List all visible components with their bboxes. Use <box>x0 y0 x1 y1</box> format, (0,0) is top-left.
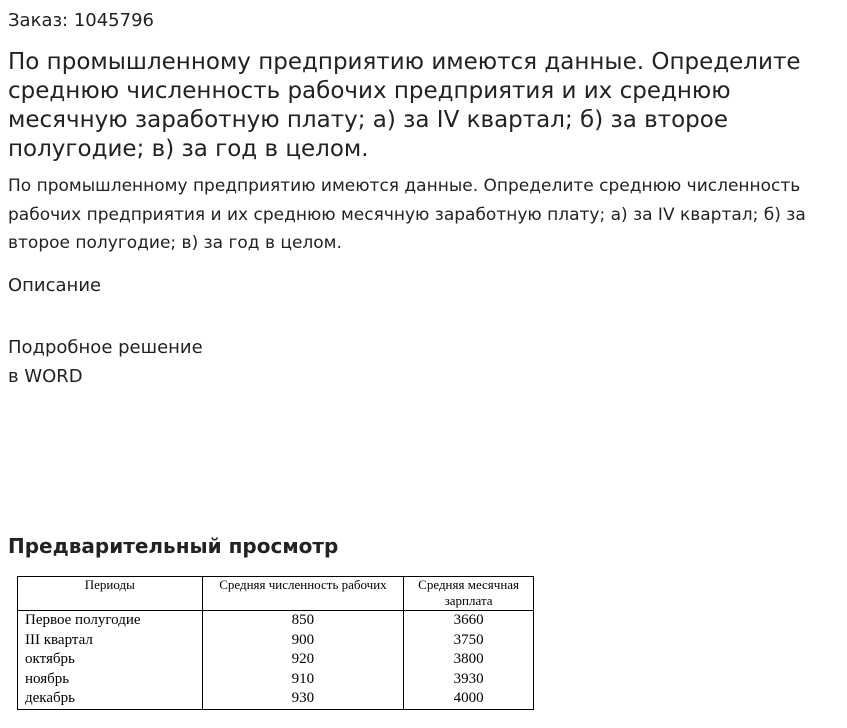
workers-cell: 850 <box>202 611 404 631</box>
preview-heading: Предварительный просмотр <box>8 534 339 558</box>
workers-cell: 930 <box>202 689 404 709</box>
workers-cell: 900 <box>202 631 404 651</box>
solution-info <box>8 333 203 391</box>
page-title: По промышленному предприятию имеются данные. Определите среднюю численность рабочих предприятия и их среднюю месячную заработную плату; а) за IV квартал; б) за второе полугодие; в) за год в целом. <box>8 49 801 162</box>
salary-cell: 3750 <box>404 631 534 651</box>
period-cell: III квартал <box>18 631 203 651</box>
preview-image <box>17 576 534 706</box>
table-header-row <box>18 577 534 611</box>
table-row <box>18 650 534 670</box>
period-cell: декабрь <box>18 689 203 709</box>
header-periods: Периоды <box>18 577 203 611</box>
header-avg-workers: Средняя численность рабочих <box>202 577 404 611</box>
task-description: По промышленному предприятию имеются данные. Определите среднюю численность рабочих предприятия и их среднюю месячную заработную плату; а) за IV квартал; б) за второе полугодие; в) за год в целом. <box>8 176 806 253</box>
header-avg-salary: Средняя месячная зарплата <box>404 577 534 611</box>
workers-cell: 910 <box>202 670 404 690</box>
period-cell: октябрь <box>18 650 203 670</box>
period-cell: Первое полугодие <box>18 611 203 631</box>
table-row <box>18 670 534 690</box>
salary-cell: 3930 <box>404 670 534 690</box>
solution-line-1: Подробное решение <box>8 337 203 358</box>
solution-line-2: в WORD <box>8 366 83 387</box>
description-label: Описание <box>8 275 102 296</box>
table-row <box>18 631 534 651</box>
workers-cell: 920 <box>202 650 404 670</box>
table-row <box>18 689 534 709</box>
order-number: Заказ: 1045796 <box>8 10 154 31</box>
salary-cell: 3800 <box>404 650 534 670</box>
table-row <box>18 611 534 631</box>
salary-cell: 4000 <box>404 689 534 709</box>
period-cell: ноябрь <box>18 670 203 690</box>
salary-cell: 3660 <box>404 611 534 631</box>
preview-table <box>17 576 534 710</box>
